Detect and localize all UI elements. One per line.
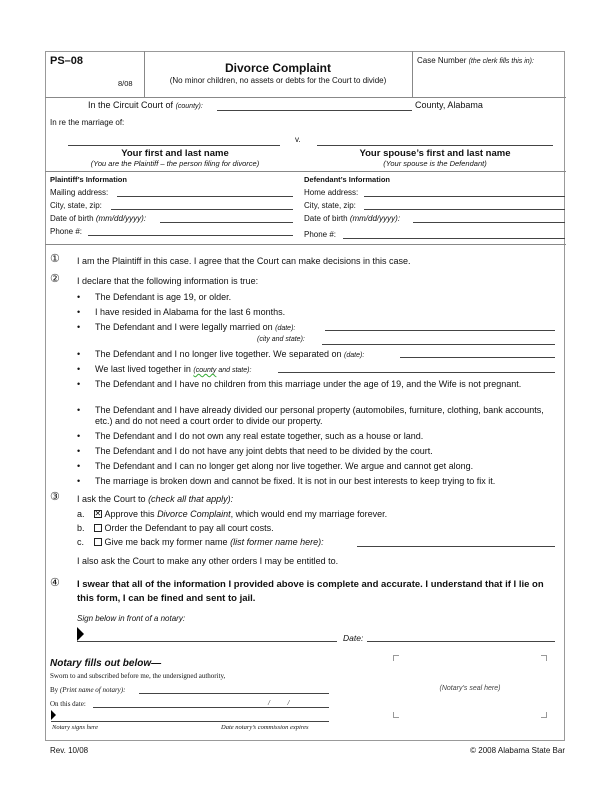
date-label: Date: (343, 633, 364, 643)
notary-sign-arrow-icon (51, 710, 56, 720)
defendant-name-input[interactable] (317, 145, 553, 146)
notary-heading: Notary fills out below— (50, 658, 162, 669)
case-number-field[interactable] (416, 68, 562, 94)
bullet-lived: • We last lived together in (county and state): (95, 364, 251, 374)
plaintiff-city-label: City, state, zip: (50, 201, 102, 210)
section-2-intro: I declare that the following information is true: (77, 276, 259, 286)
plaintiff-dob-label: Date of birth (mm/dd/yyyy): (50, 214, 147, 223)
seal-corner-bl (393, 712, 399, 718)
defendant-city-label: City, state, zip: (304, 201, 356, 210)
option-b-checkbox[interactable] (94, 524, 102, 532)
defendant-address-label: Home address: (304, 188, 359, 197)
plaintiff-dob-input[interactable] (160, 222, 293, 223)
bullet-married: • The Defendant and I were legally married on (date): (95, 322, 295, 332)
notary-by-label: By (Print name of notary): (50, 686, 126, 694)
defendant-dob-input[interactable] (413, 222, 565, 223)
plaintiff-name-hint: (You are the Plaintiff – the person filing for divorce) (90, 159, 260, 168)
section-3-other: I also ask the Court to make any other orders I may be entitled to. (77, 556, 339, 566)
info-bottom-rule (45, 244, 566, 245)
notary-signature-input[interactable] (51, 721, 329, 722)
notary-date-label: On this date: (50, 700, 86, 708)
plaintiff-name-label: Your first and last name (121, 148, 229, 159)
notary-name-input[interactable] (139, 693, 329, 694)
copyright-label: © 2008 Alabama State Bar (470, 746, 565, 755)
bullet-property: • The Defendant and I have already divided our personal property (automobiles, furniture, clothing, bank accounts, etc.) and do not need a court order to divide our property. (95, 405, 555, 427)
option-a: a. ✕ Approve this Divorce Complaint, which would end my marriage forever. (77, 509, 387, 519)
defendant-address-input[interactable] (364, 196, 565, 197)
bullet-get-along: • The Defendant and I can no longer get along nor live together. We argue and cannot get along. (95, 461, 473, 471)
commission-expires-label: Date notary’s commission expires (221, 724, 309, 731)
county-input[interactable] (217, 110, 412, 111)
notary-date-input[interactable] (93, 707, 329, 708)
section-3-marker: ③ (50, 491, 60, 503)
bullet-broken: • The marriage is broken down and cannot be fixed. It is not in our best interests to keep trying to fix it. (95, 476, 495, 486)
form-id: PS–08 (50, 55, 84, 67)
lived-together-input[interactable] (278, 372, 555, 373)
oath-text: I swear that all of the information I provided above is complete and accurate. I understand that if I lie on this form, I can be fined and sent to jail. (77, 579, 544, 604)
plaintiff-phone-label: Phone #: (50, 227, 83, 236)
separated-date-input[interactable] (400, 357, 555, 358)
header-divider-right (412, 51, 413, 97)
form-title: Divorce Complaint (224, 61, 332, 75)
seal-corner-br (541, 712, 547, 718)
sign-date-input[interactable] (367, 641, 555, 642)
defendant-name-hint: (Your spouse is the Defendant) (383, 159, 487, 168)
county-hint: (county): (175, 103, 203, 110)
case-number-label: Case Number (the clerk fills this in): (417, 56, 534, 65)
court-prefix: In the Circuit Court of (county): (88, 100, 203, 110)
section-1-marker: ① (50, 253, 60, 265)
bullet-debts: • The Defendant and I do not have any joint debts that need to be divided by the court. (95, 446, 433, 456)
marriage-bottom-rule (45, 171, 566, 172)
defendant-phone-label: Phone #: (304, 230, 337, 239)
option-c-checkbox[interactable] (94, 538, 102, 546)
sign-hint: Sign below in front of a notary: (77, 614, 186, 623)
court-suffix: County, Alabama (415, 100, 483, 110)
section-4-marker: ④ (50, 577, 60, 589)
plaintiff-phone-input[interactable] (88, 235, 293, 236)
section-1-text: I am the Plaintiff in this case. I agree that the Court can make decisions in this case. (77, 256, 411, 266)
married-date-input[interactable] (325, 330, 555, 331)
option-a-checkbox[interactable] (94, 510, 102, 518)
notary-seal-label: (Notary’s seal here) (439, 685, 501, 692)
plaintiff-info-heading: Plaintiff’s Information (50, 175, 127, 184)
form-subtitle: (No minor children, no assets or debts for the Court to divide) (169, 76, 387, 85)
notary-signs-here-label: Notary signs here (52, 724, 98, 731)
bullet-real-estate: • The Defendant and I do not own any real estate together, such as a house or land. (95, 431, 423, 441)
plaintiff-address-label: Mailing address: (50, 188, 109, 197)
bullet-age: • The Defendant is age 19, or older. (95, 292, 231, 302)
seal-corner-tr (541, 655, 547, 661)
section-3-intro: I ask the Court to (check all that apply): (77, 494, 234, 504)
plaintiff-address-input[interactable] (117, 196, 293, 197)
form-date: 8/08 (118, 79, 133, 88)
defendant-info-heading: Defendant’s Information (304, 175, 390, 184)
option-c: c. Give me back my former name (list former name here): (77, 537, 324, 547)
bullet-children: • The Defendant and I have no children from this marriage under the age of 19, and the Wife is not pregnant. (95, 379, 535, 390)
revision-label: Rev. 10/08 (50, 746, 89, 755)
header-bottom-rule (45, 97, 566, 98)
signature-arrow-icon (77, 627, 84, 641)
bullet-resided: • I have resided in Alabama for the last 6 months. (95, 307, 285, 317)
signature-input[interactable] (77, 641, 337, 642)
bullet-separated: • The Defendant and I no longer live together. We separated on (date): (95, 349, 364, 359)
marriage-label: In re the marriage of: (50, 118, 125, 127)
option-b: b. Order the Defendant to pay all court costs. (77, 523, 274, 533)
notary-date-slashes: / / (268, 699, 290, 707)
defendant-dob-label: Date of birth (mm/dd/yyyy): (304, 214, 401, 223)
seal-corner-tl (393, 655, 399, 661)
married-place-input[interactable] (322, 344, 555, 345)
plaintiff-city-input[interactable] (111, 209, 293, 210)
defendant-city-input[interactable] (364, 209, 565, 210)
defendant-phone-input[interactable] (343, 238, 565, 239)
versus-label: v. (295, 135, 301, 144)
former-name-input[interactable] (357, 546, 555, 547)
plaintiff-name-input[interactable] (68, 145, 280, 146)
section-2-marker: ② (50, 273, 60, 285)
married-place-hint: (city and state): (257, 336, 305, 343)
case-number-hint: (the clerk fills this in): (468, 58, 534, 65)
defendant-name-label: Your spouse’s first and last name (359, 148, 511, 159)
notary-sworn-text: Sworn to and subscribed before me, the undersigned authority, (50, 672, 226, 680)
